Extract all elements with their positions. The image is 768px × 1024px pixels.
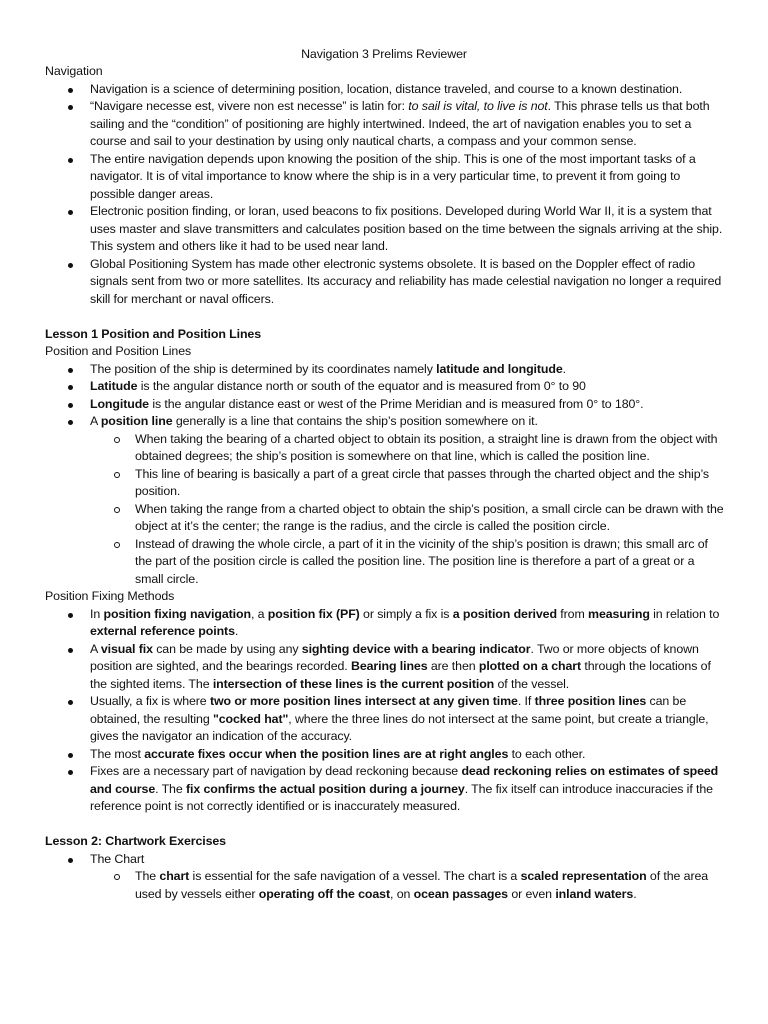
list-item: Electronic position finding, or loran, used beacons to fix positions. Developed during World War II, it is a system that uses master and slave transmitters and calculates position based on the time between the signals arriving at the ship. This system and others like it had to be used near land. [45,203,725,256]
latin-translation: to sail is vital, to live is not [408,99,548,113]
list-item: In position fixing navigation, a position fix (PF) or simply a fix is a position derived from measuring in relation to external reference points. [45,606,725,641]
list-item: The Chart [45,851,725,869]
sub-list-item: This line of bearing is basically a part of a great circle that passes through the charted object and the ship’s position. [45,466,725,501]
section-heading-lesson-2: Lesson 2: Chartwork Exercises [45,834,226,848]
sub-list-item: Instead of drawing the whole circle, a part of it in the vicinity of the ship’s position is drawn; this small arc of the part of the position circle is called the position line. The position line is therefore a part of a great or a small circle. [45,536,725,589]
list-item: Latitude is the angular distance north or south of the equator and is measured from 0° to 90 [45,378,725,396]
chart-sublist [45,868,725,903]
subheading-position-lines: Position and Position Lines [45,344,192,358]
list-item: A position line generally is a line that contains the ship’s position somewhere on it. [45,413,725,431]
sub-list-item: When taking the range from a charted object to obtain the ship’s position, a small circle can be drawn with the object at it’s the center; the range is the radius, and the circle is called the position circle. [45,501,725,536]
list-item: “Navigare necesse est, vivere non est necesse” is latin for: to sail is vital, to live is not. This phrase tells us that both sailing and the “condition” of positioning are highly intertwined. Indeed, the art of navigation enables you to set a course and sail to your destination by using only nautical charts, a compass and your common sense. [45,98,725,151]
list-item: The entire navigation depends upon knowing the position of the ship. This is one of the most important tasks of a navigator. It is of vital importance to know where the ship is in a very particular time, to prevent it from going to possible danger areas. [45,151,725,204]
section-heading-navigation: Navigation [45,64,103,78]
list-item: Fixes are a necessary part of navigation by dead reckoning because dead reckoning relies on estimates of speed and course. The fix confirms the actual position during a journey. The fix itself can introduce inaccuracies if the reference point is not correctly identified or is inaccurately measured. [45,763,725,816]
list-item: Navigation is a science of determining position, location, distance traveled, and course to a known destination. [45,81,725,99]
document-title: Navigation 3 Prelims Reviewer [301,47,467,61]
list-item: Longitude is the angular distance east or west of the Prime Meridian and is measured from 0° to 180°. [45,396,725,414]
list-item: Global Positioning System has made other electronic systems obsolete. It is based on the Doppler effect of radio signals sent from two or more satellites. Its accuracy and reliability has made celestial navigation no longer a required skill for merchant or naval officers. [45,256,725,309]
sub-list-item: When taking the bearing of a charted object to obtain its position, a straight line is drawn from the object with obtained degrees; the ship’s position is somewhere on that line, which is called the position line. [45,431,725,466]
position-line-sublist [45,431,725,589]
subheading-position-fixing: Position Fixing Methods [45,589,175,603]
list-item: A visual fix can be made by using any sighting device with a bearing indicator. Two or more objects of known position are sighted, and the bearings recorded. Bearing lines are then plotted on a chart through the locations of the sighted items. The intersection of these lines is the current position of the vessel. [45,641,725,694]
position-fixing-list [45,606,725,816]
list-item: Usually, a fix is where two or more position lines intersect at any given time. If three position lines can be obtained, the resulting "cocked hat", where the three lines do not intersect at the same point, but create a triangle, gives the navigator an indication of the accuracy. [45,693,725,746]
navigation-list [45,81,725,309]
section-heading-lesson-1: Lesson 1 Position and Position Lines [45,326,262,341]
position-lines-list [45,361,725,431]
document-body [45,63,725,903]
sub-list-item: The chart is essential for the safe navigation of a vessel. The chart is a scaled representation of the area used by vessels either operating off the coast, on ocean passages or even inland waters. [45,868,725,903]
list-item: The most accurate fixes occur when the position lines are at right angles to each other. [45,746,725,764]
chart-list [45,851,725,869]
list-item: The position of the ship is determined by its coordinates namely latitude and longitude. [45,361,725,379]
